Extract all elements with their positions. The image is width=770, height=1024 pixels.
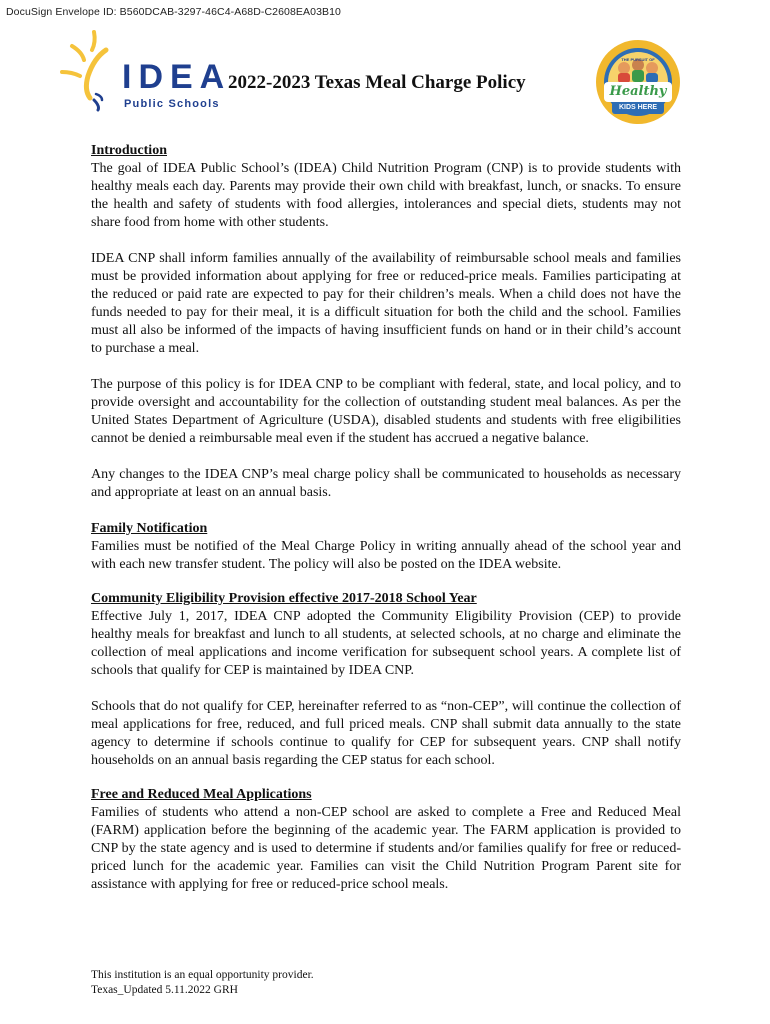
spacer <box>91 448 681 466</box>
footer-equal-opportunity: This institution is an equal opportunity provider. <box>91 969 314 981</box>
section-heading-introduction: Introduction <box>91 143 167 158</box>
spacer <box>91 680 681 698</box>
logo-wordmark: IDEA <box>122 58 232 96</box>
paragraph-intro-3: The purpose of this policy is for IDEA CNP to be compliant with federal, state, and local policy, and to provide oversight and accountability for the collection of outstanding student meal balances. As per the United States Department of Agriculture (USDA), disabled students and students with free eligibilities cannot be denied a reimbursable meal even if the student has accrued a negative balance. <box>91 377 681 446</box>
healthy-kids-seal-icon <box>594 38 682 126</box>
logo-subtitle: Public Schools <box>124 98 220 110</box>
badge-bottom-text: KIDS HERE <box>618 104 658 111</box>
footer-updated: Texas_Updated 5.11.2022 GRH <box>91 984 238 996</box>
policy-body <box>91 142 681 894</box>
paragraph-intro-4: Any changes to the IDEA CNP’s meal charge policy shall be communicated to households as necessary and appropriate at least on an annual basis. <box>91 467 681 500</box>
page-footer <box>91 968 314 998</box>
docusign-envelope-id: DocuSign Envelope ID: B560DCAB-3297-46C4-A68D-C2608EA03B10 <box>6 6 341 18</box>
badge-main-text: Healthy <box>609 84 667 99</box>
section-heading-farm: Free and Reduced Meal Applications <box>91 787 312 802</box>
paragraph-intro-2: IDEA CNP shall inform families annually of the availability of reimbursable school meals and families must be provided information about applying for free or reduced-price meals. Families participating at the reduced or paid rate are expected to pay for their children’s meals. When a child does not have the funds needed to pay for their meal, it is a difficult situation for both the child and the school. Families must all also be informed of the impacts of having insufficient funds on hand or in their child’s account to purchase a meal. <box>91 251 681 356</box>
spacer <box>91 358 681 376</box>
spacer <box>91 770 681 786</box>
idea-public-schools-logo <box>58 26 232 112</box>
page-title: 2022-2023 Texas Meal Charge Policy <box>228 72 526 93</box>
badge-top-text: THE PURSUIT OF <box>621 57 655 62</box>
paragraph-cep-1: Effective July 1, 2017, IDEA CNP adopted the Community Eligibility Provision (CEP) to provide healthy meals for breakfast and lunch to all students, at selected schools, at no charge and eliminate the collection of meal applications and income verification for subsequent school years. A complete list of schools that qualify for CEP is maintained by IDEA CNP. <box>91 609 681 678</box>
paragraph-intro-1: The goal of IDEA Public School’s (IDEA) Child Nutrition Program (CNP) is to provide students with healthy meals each day. Parents may provide their own child with breakfast, lunch, or snacks. To ensure the health and safety of students with food allergies, intolerances and special diets, students may not share food from home with other students. <box>91 161 681 230</box>
spacer <box>91 574 681 590</box>
section-heading-cep: Community Eligibility Provision effective 2017-2018 School Year <box>91 591 477 606</box>
healthy-kids-badge <box>594 38 682 126</box>
section-heading-family-notification: Family Notification <box>91 521 208 536</box>
paragraph-farm-1: Families of students who attend a non-CEP school are asked to complete a Free and Reduced Meal (FARM) application before the beginning of the academic year. The FARM application is provided to CNP by the state agency and is used to determine if students and/or families qualify for free or reduced-priced lunch for the academic year. Families can visit the Child Nutrition Program Parent site for assistance with applying for free or reduced-price school meals. <box>91 805 681 892</box>
paragraph-cep-2: Schools that do not qualify for CEP, hereinafter referred to as “non-CEP”, will continue the collection of meal applications for free, reduced, and full priced meals. CNP shall submit data annually to the state agency to determine if schools continue to qualify for CEP for subsequent years. CNP shall notify households on an annual basis regarding the CEP status for each school. <box>91 699 681 768</box>
spacer <box>91 232 681 250</box>
spacer <box>91 502 681 520</box>
paragraph-family-1: Families must be notified of the Meal Charge Policy in writing annually ahead of the school year and with each new transfer student. The policy will also be posted on the IDEA website. <box>91 539 681 572</box>
